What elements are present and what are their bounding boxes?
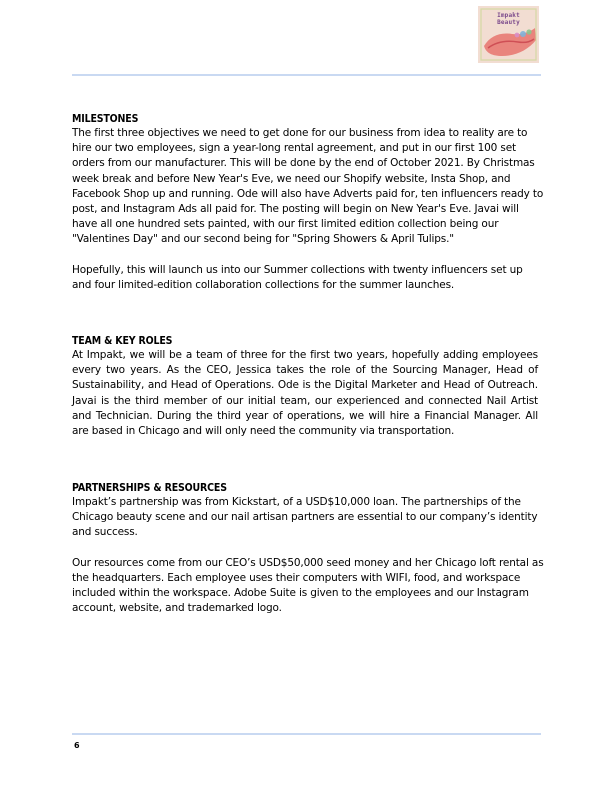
partnerships-resources-heading: PARTNERSHIPS & RESOURCES (72, 481, 227, 494)
page-number: 6 (74, 741, 80, 750)
team-roles-heading: TEAM & KEY ROLES (72, 334, 173, 347)
team-roles-section (72, 334, 544, 439)
resources-paragraph: Our resources come from our CEO’s USD$50,000 seed money and her Chicago loft rental as the headquarters. Each employee uses their computers with WIFI, food, and workspace included within the workspace. Adobe Suite is given to the employees and our Instagram account, website, and trademarked logo. (72, 556, 544, 615)
partnerships-paragraph: Impakt’s partnership was from Kickstart, of a USD$10,000 loan. The partnerships of the Chicago beauty scene and our nail artisan partners are essential to our company’s identity and success. (72, 496, 538, 539)
milestones-heading: MILESTONES (72, 112, 139, 125)
milestones-section (72, 112, 544, 293)
logo-text: Impakt Beauty (497, 12, 520, 26)
partnerships-resources-section (72, 481, 544, 616)
footer-divider (72, 733, 541, 735)
milestones-paragraph-1: The first three objectives we need to get done for our business from idea to reality are to hire our two employees, sign a year-long rental agreement, and put in our first 100 set orders from our manufacturer. This will be done by the end of October 2021. By Christmas week break and before New Year's Eve, we need our Shopify website, Insta Shop, and Facebook Shop up and running. Ode will also have Adverts paid for, ten influencers ready to post, and Instagram Ads all paid for. The posting will begin on New Year's Eve. Javai will have all one hundred sets painted, with our first limited edition collection being our "Valentines Day" and our second being for "Spring Showers & April Tulips." (72, 127, 544, 246)
team-roles-paragraph: At Impakt, we will be a team of three for the first two years, hopefully adding employees every two years. As the CEO, Jessica takes the role of the Sourcing Manager, Head of Sustainability, and Head of Operations. Ode is the Digital Marketer and Head of Outreach. Javai is the third member of our initial team, our experienced and connected Nail Artist and Technician. During the third year of operations, we will hire a Financial Manager. All are based in Chicago and will only need the community via transportation. (72, 349, 538, 438)
header-divider (72, 74, 541, 76)
company-logo (478, 6, 539, 63)
milestones-paragraph-2: Hopefully, this will launch us into our Summer collections with twenty influencers set up and four limited-edition collaboration collections for the summer launches. (72, 263, 523, 291)
